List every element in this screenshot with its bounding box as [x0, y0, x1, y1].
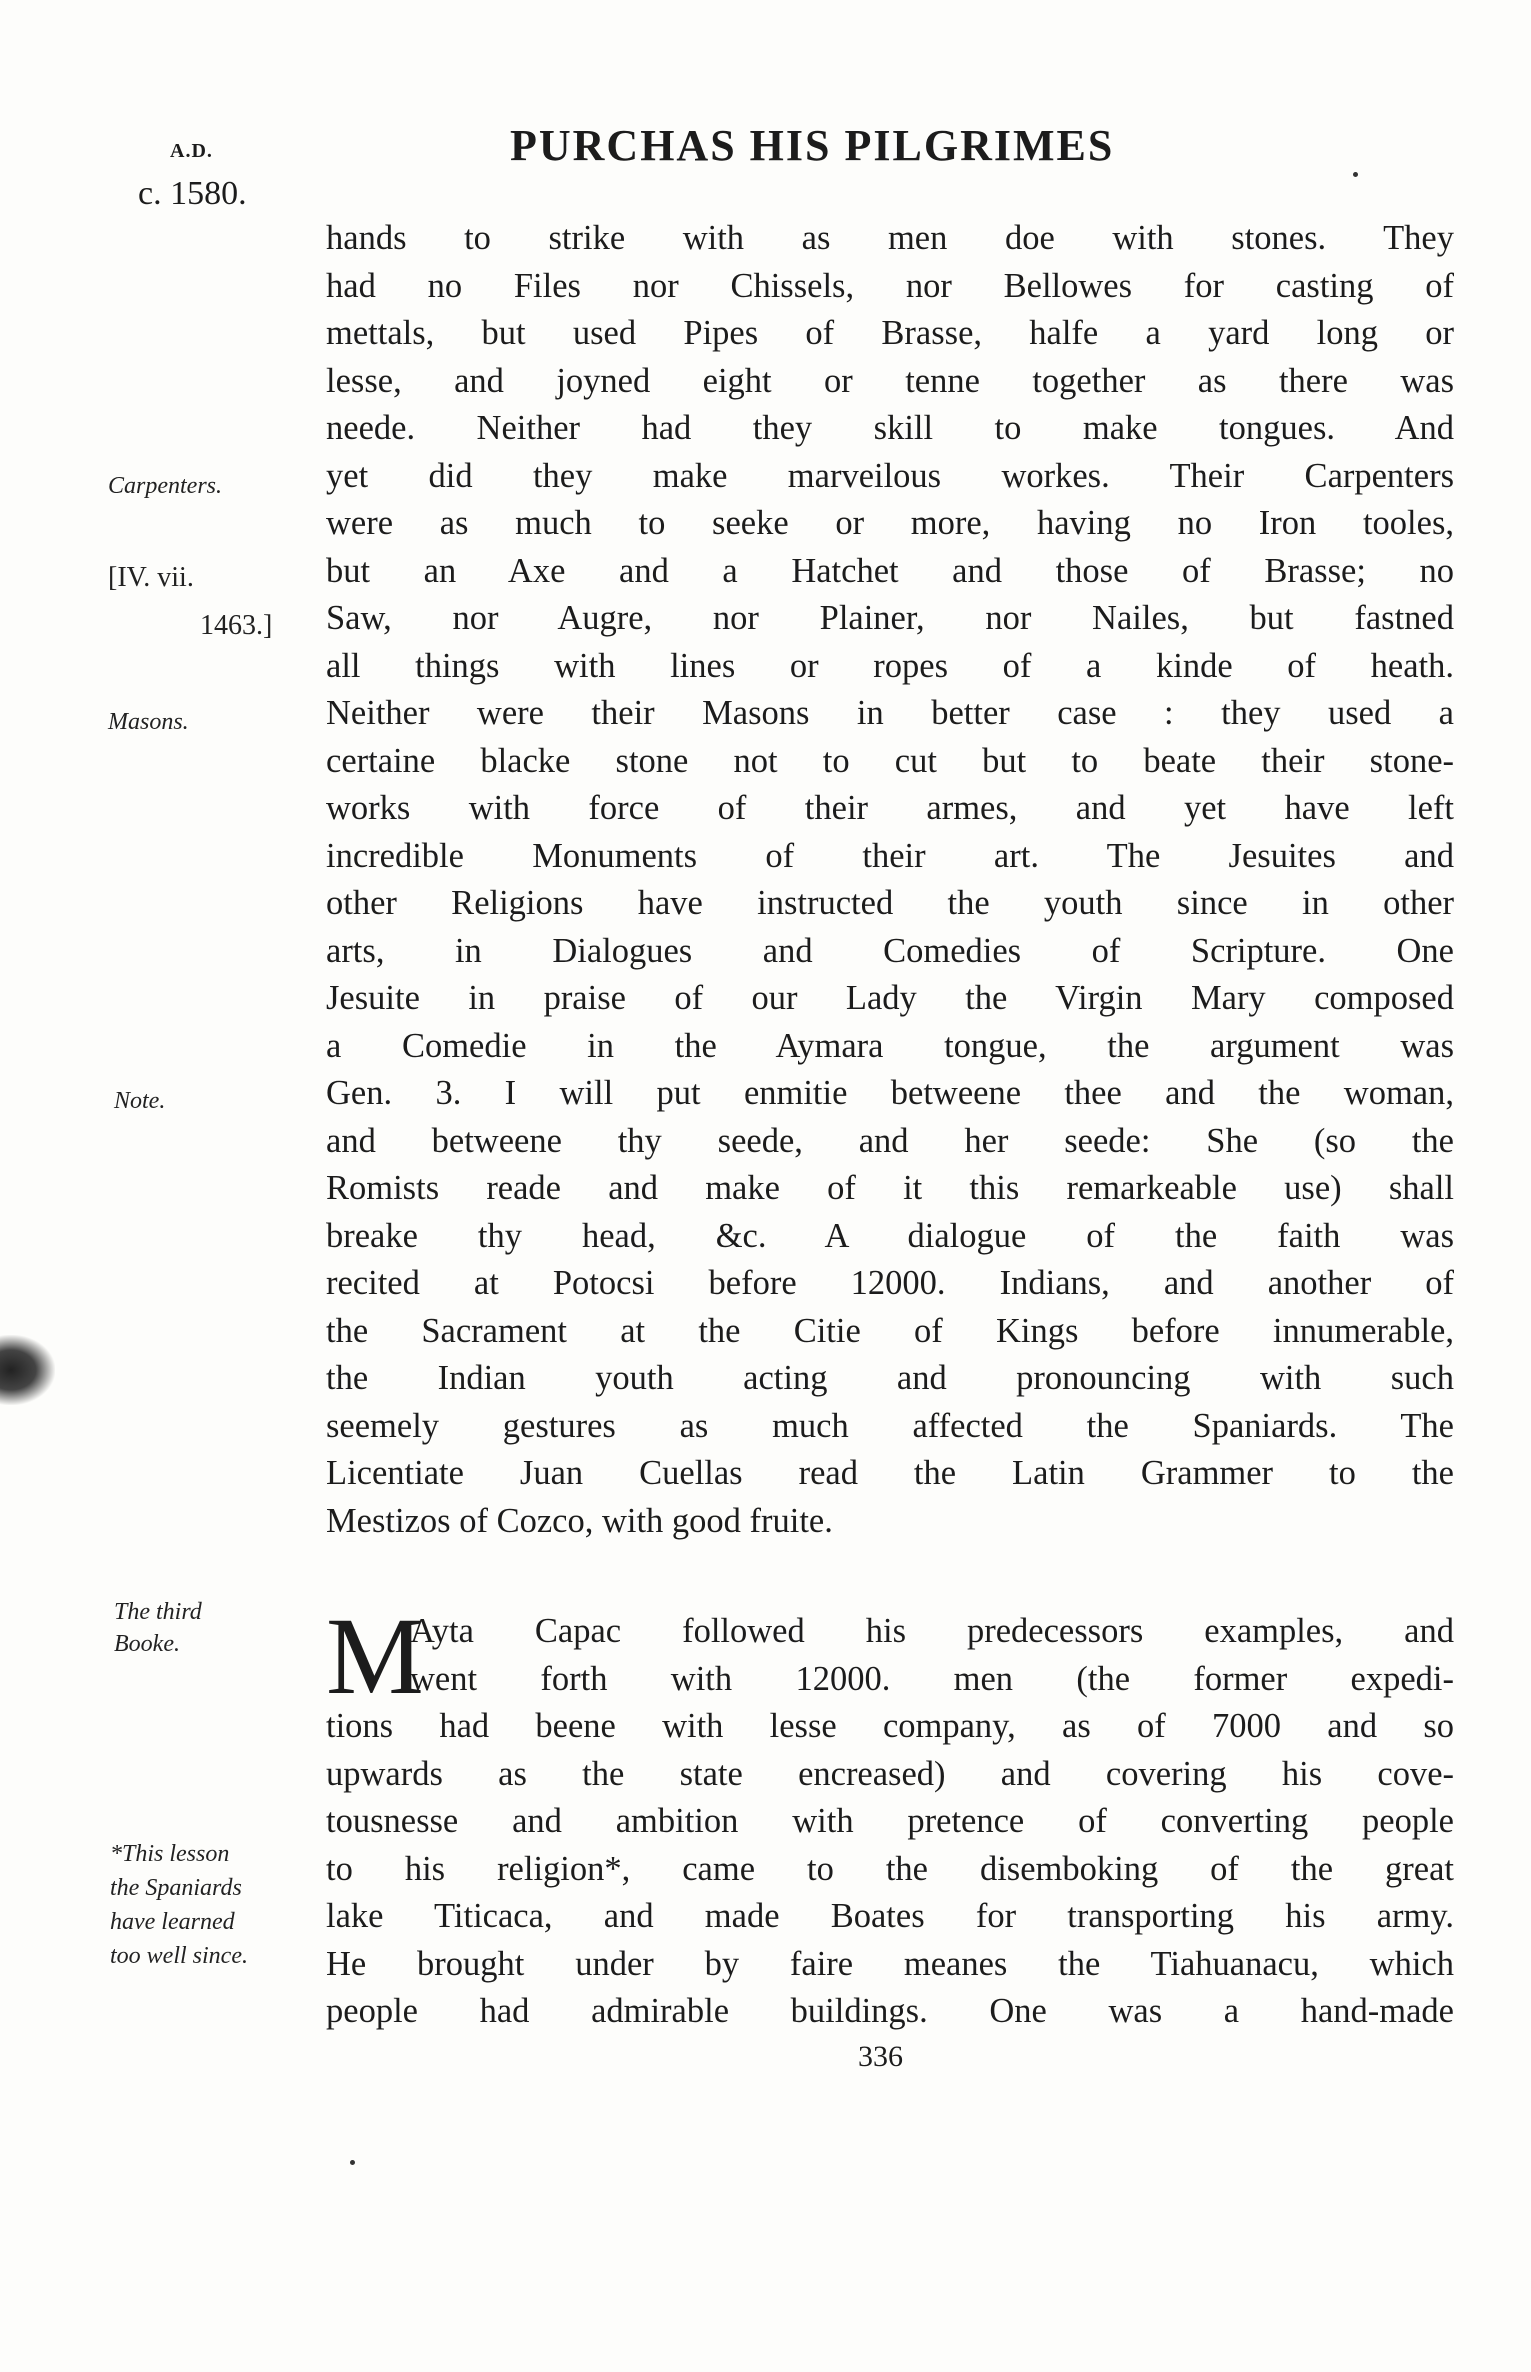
text-line: Licentiate Juan Cuellas read the Latin Grammer to the: [326, 1454, 1454, 1492]
margin-note-lesson-4: too well since.: [110, 1943, 248, 1969]
text-line: Saw, nor Augre, nor Plainer, nor Nailes, but fastned: [326, 599, 1454, 637]
text-line: tousnesse and ambition with pretence of converting people: [326, 1802, 1454, 1840]
year-label: c. 1580.: [138, 175, 247, 212]
text-line: works with force of their armes, and yet have left: [326, 789, 1454, 827]
text-line: Jesuite in praise of our Lady the Virgin Mary composed: [326, 979, 1454, 1017]
text-line: all things with lines or ropes of a kinde of heath.: [326, 646, 1454, 685]
text-line: the Indian youth acting and pronouncing with such: [326, 1359, 1454, 1397]
text-line: He brought under by faire meanes the Tiahuanacu, which: [326, 1944, 1454, 1983]
text-line: and betweene thy seede, and her seede: She (so the: [326, 1121, 1454, 1160]
text-line: tions had beene with lesse company, as of 7000 and so: [326, 1707, 1454, 1745]
margin-ref-page: 1463.]: [200, 610, 273, 641]
ad-label: A.D.: [170, 140, 213, 162]
scan-thumb-shadow: [0, 1335, 55, 1405]
text-line: people had admirable buildings. One was a hand-made: [326, 1992, 1454, 2030]
margin-note-third-booke-1: The third: [114, 1599, 202, 1625]
running-head-title: PURCHAS HIS PILGRIMES: [510, 121, 1115, 170]
text-line: a Comedie in the Aymara tongue, the argument was: [326, 1026, 1454, 1065]
text-line: had no Files nor Chissels, nor Bellowes for casting of: [326, 266, 1454, 305]
text-line: seemely gestures as much affected the Spaniards. The: [326, 1406, 1454, 1445]
page-number: 336: [858, 2040, 903, 2073]
drop-cap: M: [326, 1595, 424, 1717]
margin-note-lesson-1: *This lesson: [110, 1841, 230, 1867]
text-line: the Sacrament at the Citie of Kings before innumerable,: [326, 1311, 1454, 1350]
text-line: Ayta Capac followed his predecessors examples, and: [410, 1612, 1454, 1650]
margin-note-masons: Masons.: [108, 709, 189, 735]
text-line: other Religions have instructed the youth since in other: [326, 884, 1454, 922]
text-line: lake Titicaca, and made Boates for transporting his army.: [326, 1897, 1454, 1935]
text-line: Gen. 3. I will put enmitie betweene thee and the woman,: [326, 1074, 1454, 1112]
text-line: recited at Potocsi before 12000. Indians, and another of: [326, 1264, 1454, 1302]
text-line: Mestizos of Cozco, with good fruite.: [326, 1501, 833, 1540]
text-line: lesse, and joyned eight or tenne together as there was: [326, 361, 1454, 400]
scan-speck: [1353, 172, 1358, 177]
text-line: hands to strike with as men doe with stones. They: [326, 219, 1454, 257]
text-line: Neither were their Masons in better case : they used a: [326, 694, 1454, 732]
paragraph-1: [326, 215, 1454, 1545]
text-line: Romists reade and make of it this remarkeable use) shall: [326, 1169, 1454, 1207]
text-line: incredible Monuments of their art. The Jesuites and: [326, 836, 1454, 875]
text-line: yet did they make marveilous workes. Their Carpenters: [326, 456, 1454, 495]
margin-note-note: Note.: [114, 1088, 166, 1114]
margin-note-lesson-2: the Spaniards: [110, 1875, 242, 1901]
scan-speck: [350, 2160, 355, 2165]
text-line: neede. Neither had they skill to make tongues. And: [326, 409, 1454, 447]
margin-note-lesson-3: have learned: [110, 1909, 235, 1935]
text-line: went forth with 12000. men (the former expedi-: [410, 1659, 1454, 1698]
margin-note-third-booke-2: Booke.: [114, 1631, 180, 1657]
text-line: but an Axe and a Hatchet and those of Brasse; no: [326, 551, 1454, 590]
text-line: arts, in Dialogues and Comedies of Scripture. One: [326, 931, 1454, 970]
margin-note-carpenters: Carpenters.: [108, 473, 222, 499]
paragraph-2: [326, 1595, 1454, 2036]
text-line: mettals, but used Pipes of Brasse, halfe a yard long or: [326, 314, 1454, 352]
text-line: breake thy head, &c. A dialogue of the faith was: [326, 1216, 1454, 1255]
text-line: upwards as the state encreased) and covering his cove-: [326, 1754, 1454, 1793]
text-line: to his religion*, came to the disemboking of the great: [326, 1849, 1454, 1888]
text-line: were as much to seeke or more, having no Iron tooles,: [326, 504, 1454, 542]
text-line: certaine blacke stone not to cut but to beate their stone-: [326, 741, 1454, 780]
margin-ref-volume: [IV. vii.: [108, 562, 194, 593]
